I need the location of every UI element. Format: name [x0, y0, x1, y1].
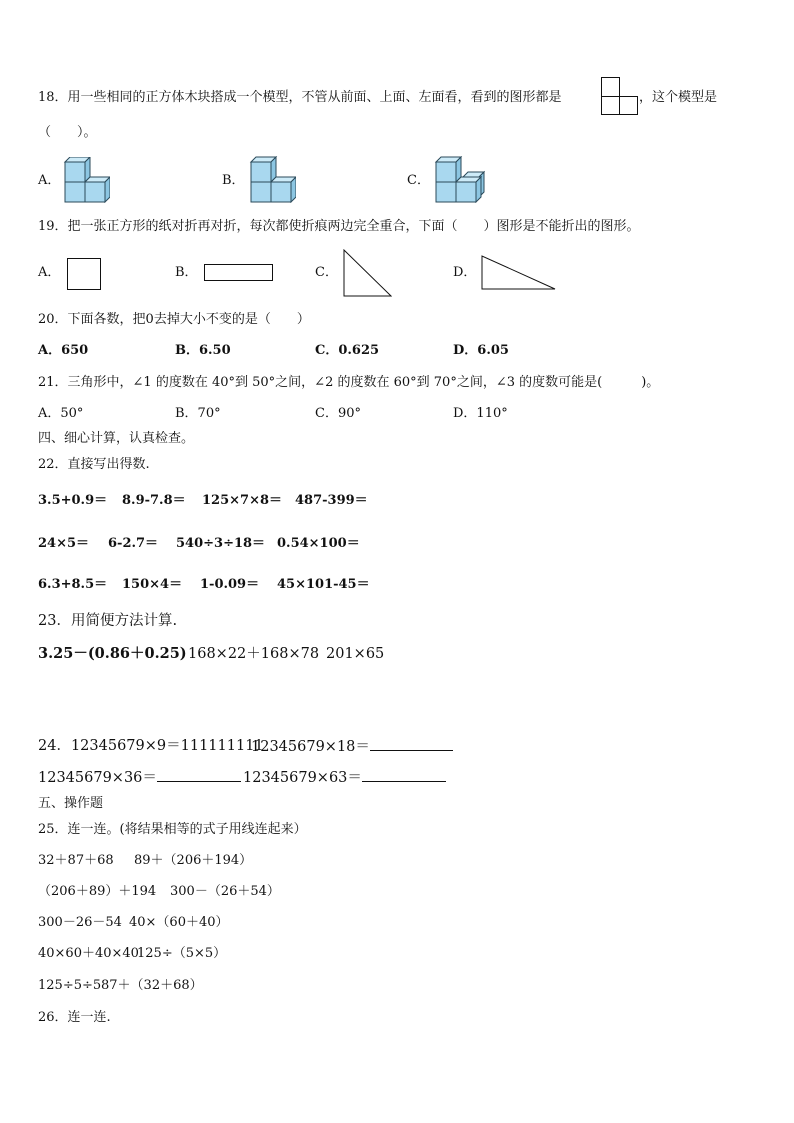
q22-r1-c4: 487-399＝ [295, 493, 368, 508]
q25-r2-left: （206＋89）＋194 [38, 884, 157, 899]
q22-r3-c2: 150×4＝ [122, 577, 183, 592]
q19-option-c-triangle-icon [343, 249, 392, 297]
q18-view-shape-icon [601, 77, 639, 116]
q22-stem: 22．直接写出得数. [38, 457, 150, 472]
q22-r2-c2: 6-2.7＝ [108, 536, 159, 551]
q22-r1-c1: 3.5+0.9＝ [38, 493, 108, 508]
q24-line1-b-expr: 12345679×18＝ [251, 739, 370, 755]
q24-line2-b [243, 768, 446, 787]
q19-option-d-label: D． [453, 265, 477, 280]
q25-r1-left: 32＋87＋68 [38, 853, 114, 868]
q20-option-a: A．650 [38, 343, 89, 358]
q23-item-1: 3.25－(0.86＋0.25) [38, 645, 187, 662]
q24-line2-a [38, 768, 241, 787]
q18-blank: （ ）。 [38, 125, 97, 140]
q22-r1-c2: 8.9-7.8＝ [122, 493, 186, 508]
q24-line1-b [251, 737, 453, 756]
q24-answer-blank-3[interactable] [362, 768, 446, 782]
q25-r1-right: 89＋（206＋194） [134, 853, 253, 868]
q22-r2-c1: 24×5＝ [38, 536, 90, 551]
q19-option-b-rectangle-icon [204, 264, 274, 282]
section-5-heading: 五、操作题 [38, 796, 104, 811]
q25-stem: 25．连一连。(将结果相等的式子用线连起来） [38, 822, 307, 837]
q19-option-c-label: C． [315, 265, 338, 280]
section-4-heading: 四、细心计算，认真检查。 [38, 431, 195, 446]
q22-r2-c4: 0.54×100＝ [277, 536, 360, 551]
q21-option-c: C．90° [315, 406, 361, 421]
q21-option-b: B．70° [175, 406, 221, 421]
q18-option-c-cubes-icon [433, 156, 485, 203]
q20-option-d: D．6.05 [453, 343, 509, 358]
q25-r5-right: 87＋（32＋68） [101, 978, 203, 993]
q18-stem [38, 89, 562, 107]
q23-stem: 23．用简便方法计算. [38, 613, 178, 629]
q19-stem: 19．把一张正方形的纸对折再对折，每次都使折痕两边完全重合，下面（ ）图形是不能折出的图形。 [38, 219, 640, 234]
q24-line2-a-expr: 12345679×36＝ [38, 770, 157, 786]
q24-line1-a: 24．12345679×9＝111111111 [38, 738, 264, 754]
q22-r3-c4: 45×101-45＝ [277, 577, 370, 592]
q23-item-3: 201×65 [326, 646, 385, 662]
q25-r5-left: 125÷5÷5 [38, 978, 102, 993]
q25-r4-right: 125÷（5×5） [137, 946, 227, 961]
q22-r2-c3: 540÷3÷18＝ [176, 536, 266, 551]
q24-line2-b-expr: 12345679×63＝ [243, 770, 362, 786]
q22-r3-c1: 6.3+8.5＝ [38, 577, 108, 592]
q23-item-2: 168×22＋168×78 [188, 646, 320, 662]
q25-r2-right: 300－（26＋54） [170, 884, 280, 899]
q25-r4-left: 40×60＋40×40 [38, 946, 139, 961]
q18-text-before: 18．用一些相同的正方体木块搭成一个模型，不管从前面、上面、左面看，看到的图形都是 [38, 90, 562, 105]
q19-option-a-label: A． [38, 265, 61, 280]
q19-option-a-square-icon [67, 258, 101, 290]
q22-r1-c3: 125×7×8＝ [202, 493, 283, 508]
q21-stem: 21．三角形中，∠1 的度数在 40°到 50°之间，∠2 的度数在 60°到 70°之间，∠3 的度数可能是( )。 [38, 375, 660, 390]
q25-r3-left: 300－26－54 [38, 915, 122, 930]
q22-r3-c3: 1-0.09＝ [200, 577, 260, 592]
q18-option-b-label: B． [222, 173, 245, 188]
q20-option-b: B．6.50 [175, 343, 231, 358]
q21-option-a: A．50° [38, 406, 84, 421]
q26-stem: 26．连一连. [38, 1010, 111, 1025]
q20-stem: 20．下面各数，把0去掉大小不变的是（ ） [38, 312, 310, 327]
q21-option-d: D．110° [453, 406, 508, 421]
q18-stem-tail [639, 89, 717, 107]
q20-option-c: C．0.625 [315, 343, 380, 358]
q25-r3-right: 40×（60＋40） [129, 915, 229, 930]
q24-answer-blank-2[interactable] [157, 768, 241, 782]
q18-option-a-cubes-icon [62, 157, 110, 203]
q19-option-d-triangle-icon [481, 255, 556, 290]
q18-option-c-label: C． [407, 173, 430, 188]
q18-option-b-cubes-icon [248, 156, 296, 203]
q24-answer-blank-1[interactable] [370, 737, 453, 751]
q18-option-a-label: A． [38, 173, 61, 188]
q18-text-after: ，这个模型是 [639, 90, 718, 105]
q19-option-b-label: B． [175, 265, 198, 280]
